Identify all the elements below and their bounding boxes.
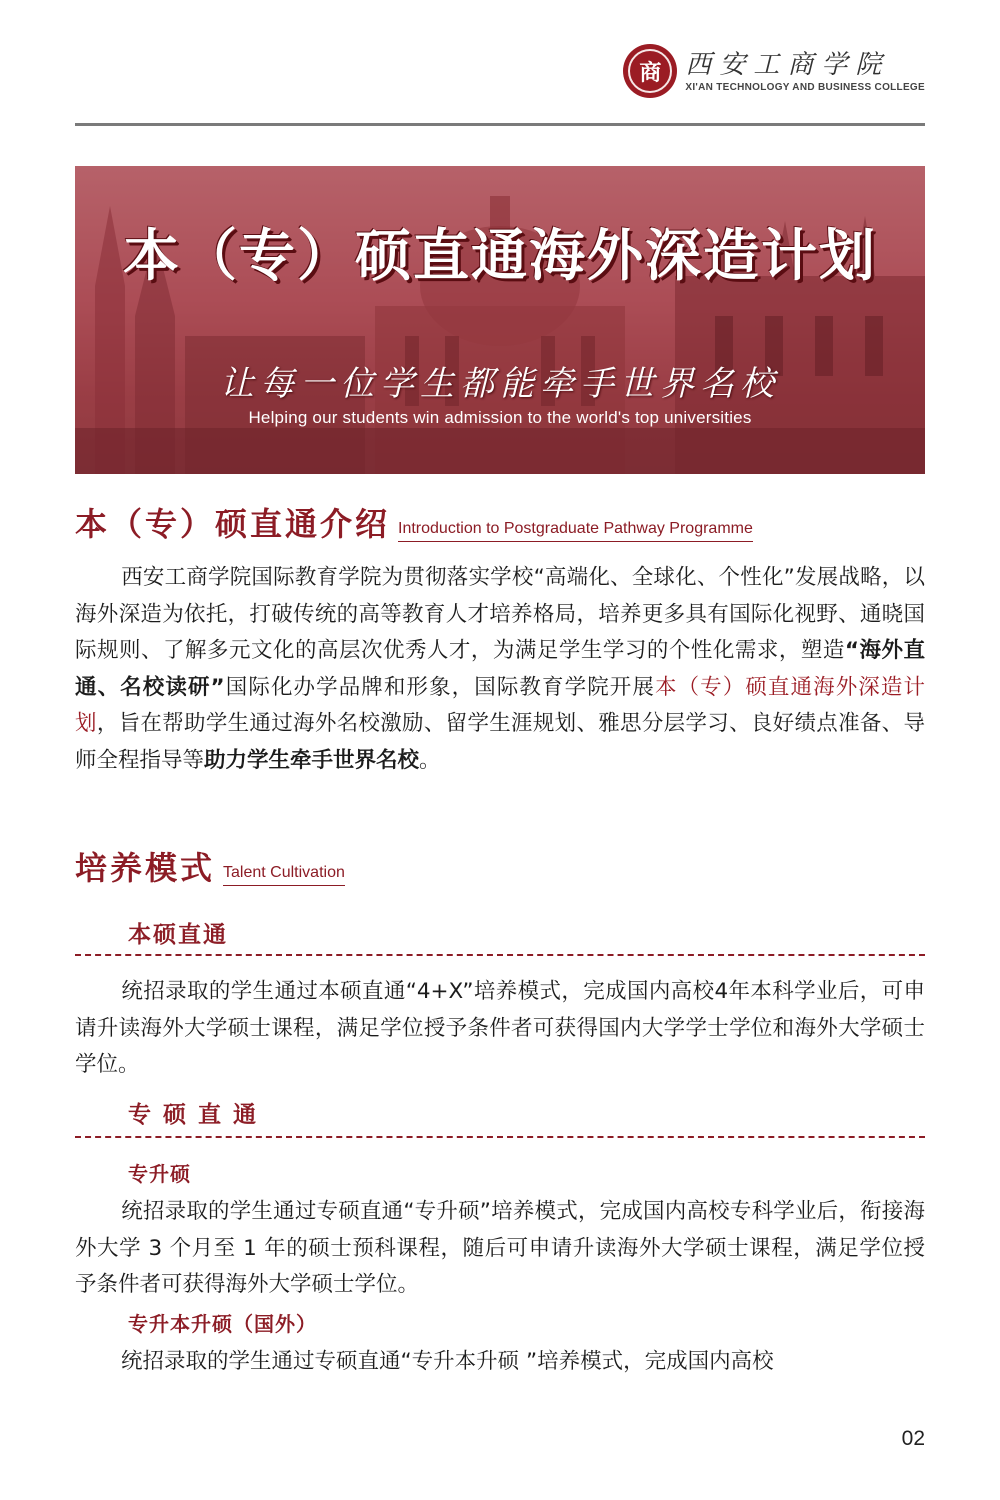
route-2-title: 专升本升硕（国外）: [128, 1312, 317, 1336]
intro-text-3: ，旨在帮助学生通过海外名校激励、留学生涯规划、雅思分层学习、良好绩点准备、导师全程指导等: [75, 711, 925, 773]
bachelor-pathway-body: 统招录取的学生通过本硕直通“4+X”培养模式，完成国内高校4年本科学业后，可申请升读海外大学硕士课程，满足学位授予条件者可获得国内大学学士学位和海外大学硕士学位。: [75, 979, 925, 1077]
intro-text-highlight: 本（专）硕直通海外深造计划: [75, 674, 925, 736]
intro-text-end: 。: [419, 747, 441, 773]
cultivation-heading-cn: 培养模式: [75, 849, 216, 887]
route-1-text: [75, 1194, 925, 1304]
dashed-divider: [75, 1136, 925, 1138]
college-pathway-title: 专 硕 直 通: [128, 1102, 259, 1128]
intro-heading: [75, 506, 753, 542]
seal-character: 商: [639, 59, 662, 86]
bachelor-pathway-text: [75, 974, 925, 1084]
banner-subtitle: 让每一位学生都能牵手世界名校: [220, 364, 780, 404]
intro-text-2: 国际化办学品牌和形象，国际教育学院开展: [224, 674, 655, 700]
header-divider: [75, 123, 925, 126]
intro-paragraph: [75, 560, 925, 779]
cultivation-heading-en: Talent Cultivation: [223, 864, 345, 886]
intro-text-bold-1: “海外直通、名校读研”: [75, 638, 925, 700]
cultivation-heading: [75, 850, 345, 886]
school-logo: [623, 44, 925, 98]
page-number: 02: [901, 1427, 925, 1450]
banner-title: 本（专）硕直通海外深造计划: [123, 224, 877, 289]
intro-heading-en: Introduction to Postgraduate Pathway Programme: [398, 520, 753, 542]
bachelor-pathway-title: 本硕直通: [128, 922, 228, 948]
school-seal-icon: [623, 44, 677, 98]
school-name-block: [685, 50, 925, 93]
route-1-title: 专升硕: [128, 1162, 191, 1186]
intro-text-1: 西安工商学院国际教育学院为贯彻落实学校“高端化、全球化、个性化”发展战略，以海外深造为依托，打破传统的高等教育人才培养格局，培养更多具有国际化视野、通晓国际规则、了解多元文化的高层次优秀人才，为满足学生学习的个性化需求，塑造: [75, 565, 925, 663]
intro-heading-cn: 本（专）硕直通介绍: [75, 505, 391, 543]
school-name-cn: 西安工商学院: [685, 49, 890, 80]
school-name-en: XI'AN TECHNOLOGY AND BUSINESS COLLEGE: [685, 81, 925, 93]
route-1-body: 统招录取的学生通过专硕直通“专升硕”培养模式，完成国内高校专科学业后，衔接海外大学 3 个月至 1 年的硕士预科课程，随后可申请升读海外大学硕士课程，满足学位授予条件者可获得海外大学硕士学位。: [75, 1199, 925, 1297]
page-header: [0, 0, 1000, 125]
route-2-body: 统招录取的学生通过专硕直通“专升本升硕 ”培养模式，完成国内高校: [121, 1349, 774, 1374]
route-2-text: [75, 1344, 925, 1381]
hero-banner: [75, 166, 925, 474]
banner-subtitle-en: Helping our students win admission to the world's top universities: [248, 408, 752, 427]
intro-text-bold-2: 助力学生牵手世界名校: [204, 747, 420, 773]
dashed-divider: [75, 954, 925, 956]
